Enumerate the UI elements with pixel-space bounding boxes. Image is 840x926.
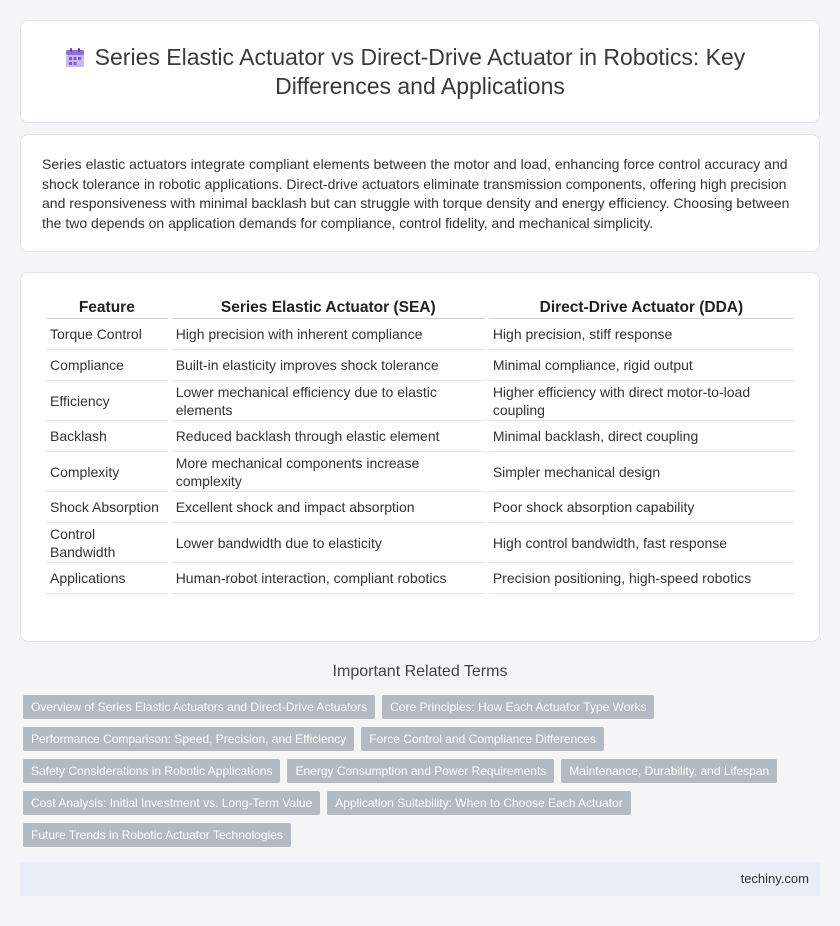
table-cell: Precision positioning, high-speed robotics (489, 563, 794, 594)
related-term-link[interactable]: Safety Considerations in Robotic Applications (23, 759, 280, 783)
table-cell: Complexity (46, 452, 168, 492)
table-cell: High precision, stiff response (489, 319, 794, 350)
table-header-cell: Feature (46, 297, 168, 319)
table-row (46, 350, 794, 381)
title-card (20, 20, 820, 123)
related-terms-heading: Important Related Terms (332, 663, 508, 680)
table-row (46, 492, 794, 523)
related-term-link[interactable]: Core Principles: How Each Actuator Type Works (382, 695, 654, 719)
table-cell: Minimal backlash, direct coupling (489, 421, 794, 452)
table-row (46, 319, 794, 350)
table-cell: Shock Absorption (46, 492, 168, 523)
tag-row (23, 759, 803, 783)
footer-site-link[interactable]: techiny.com (740, 871, 809, 886)
tag-row (23, 823, 803, 847)
tag-row (23, 791, 803, 815)
related-term-link[interactable]: Application Suitability: When to Choose Each Actuator (327, 791, 631, 815)
table-row (46, 452, 794, 492)
table-cell: High control bandwidth, fast response (489, 523, 794, 563)
table-cell: Backlash (46, 421, 168, 452)
table-cell: Lower bandwidth due to elasticity (172, 523, 485, 563)
related-term-link[interactable]: Future Trends in Robotic Actuator Technologies (23, 823, 291, 847)
table-cell: More mechanical components increase complexity (172, 452, 485, 492)
tag-row (23, 727, 803, 751)
table-cell: High precision with inherent compliance (172, 319, 485, 350)
table-cell: Compliance (46, 350, 168, 381)
table-cell: Built-in elasticity improves shock tolerance (172, 350, 485, 381)
related-terms-list (23, 695, 803, 855)
summary-text: Series elastic actuators integrate compliant elements between the motor and load, enhancing force control accuracy and shock tolerance in robotic applications. Direct-drive actuators eliminate transmission components, offering high precision and responsiveness with minimal backlash but can struggle with torque density and energy efficiency. Choosing between the two depends on application demands for compliance, control fidelity, and mechanical simplicity. (42, 156, 790, 231)
table-cell: Lower mechanical efficiency due to elastic elements (172, 381, 485, 421)
table-cell: Efficiency (46, 381, 168, 421)
related-term-link[interactable]: Performance Comparison: Speed, Precision, and Efficiency (23, 727, 354, 751)
table-cell: Torque Control (46, 319, 168, 350)
related-term-link[interactable]: Overview of Series Elastic Actuators and Direct-Drive Actuators (23, 695, 375, 719)
related-term-link[interactable]: Maintenance, Durability, and Lifespan (561, 759, 777, 783)
table-cell: Reduced backlash through elastic element (172, 421, 485, 452)
related-term-link[interactable]: Force Control and Compliance Differences (361, 727, 604, 751)
table-header-row (46, 297, 794, 319)
comparison-table-card (20, 272, 820, 642)
footer (20, 862, 820, 896)
table-header-cell: Direct-Drive Actuator (DDA) (489, 297, 794, 319)
table-cell: Control Bandwidth (46, 523, 168, 563)
table-cell: Higher efficiency with direct motor-to-load coupling (489, 381, 794, 421)
table-row (46, 563, 794, 594)
table-header-cell: Series Elastic Actuator (SEA) (172, 297, 485, 319)
table-cell: Excellent shock and impact absorption (172, 492, 485, 523)
table-cell: Applications (46, 563, 168, 594)
table-cell: Human-robot interaction, compliant robotics (172, 563, 485, 594)
table-row (46, 421, 794, 452)
table-row (46, 381, 794, 421)
page-title: Series Elastic Actuator vs Direct-Drive Actuator in Robotics: Key Differences and Applications (94, 44, 746, 99)
table-cell: Poor shock absorption capability (489, 492, 794, 523)
table-row (46, 523, 794, 563)
summary-card (20, 134, 820, 252)
related-term-link[interactable]: Energy Consumption and Power Requirements (287, 759, 554, 783)
table-cell: Simpler mechanical design (489, 452, 794, 492)
related-term-link[interactable]: Cost Analysis: Initial Investment vs. Long-Term Value (23, 791, 320, 815)
table-cell: Minimal compliance, rigid output (489, 350, 794, 381)
comparison-table (42, 297, 798, 594)
tag-row (23, 695, 803, 719)
